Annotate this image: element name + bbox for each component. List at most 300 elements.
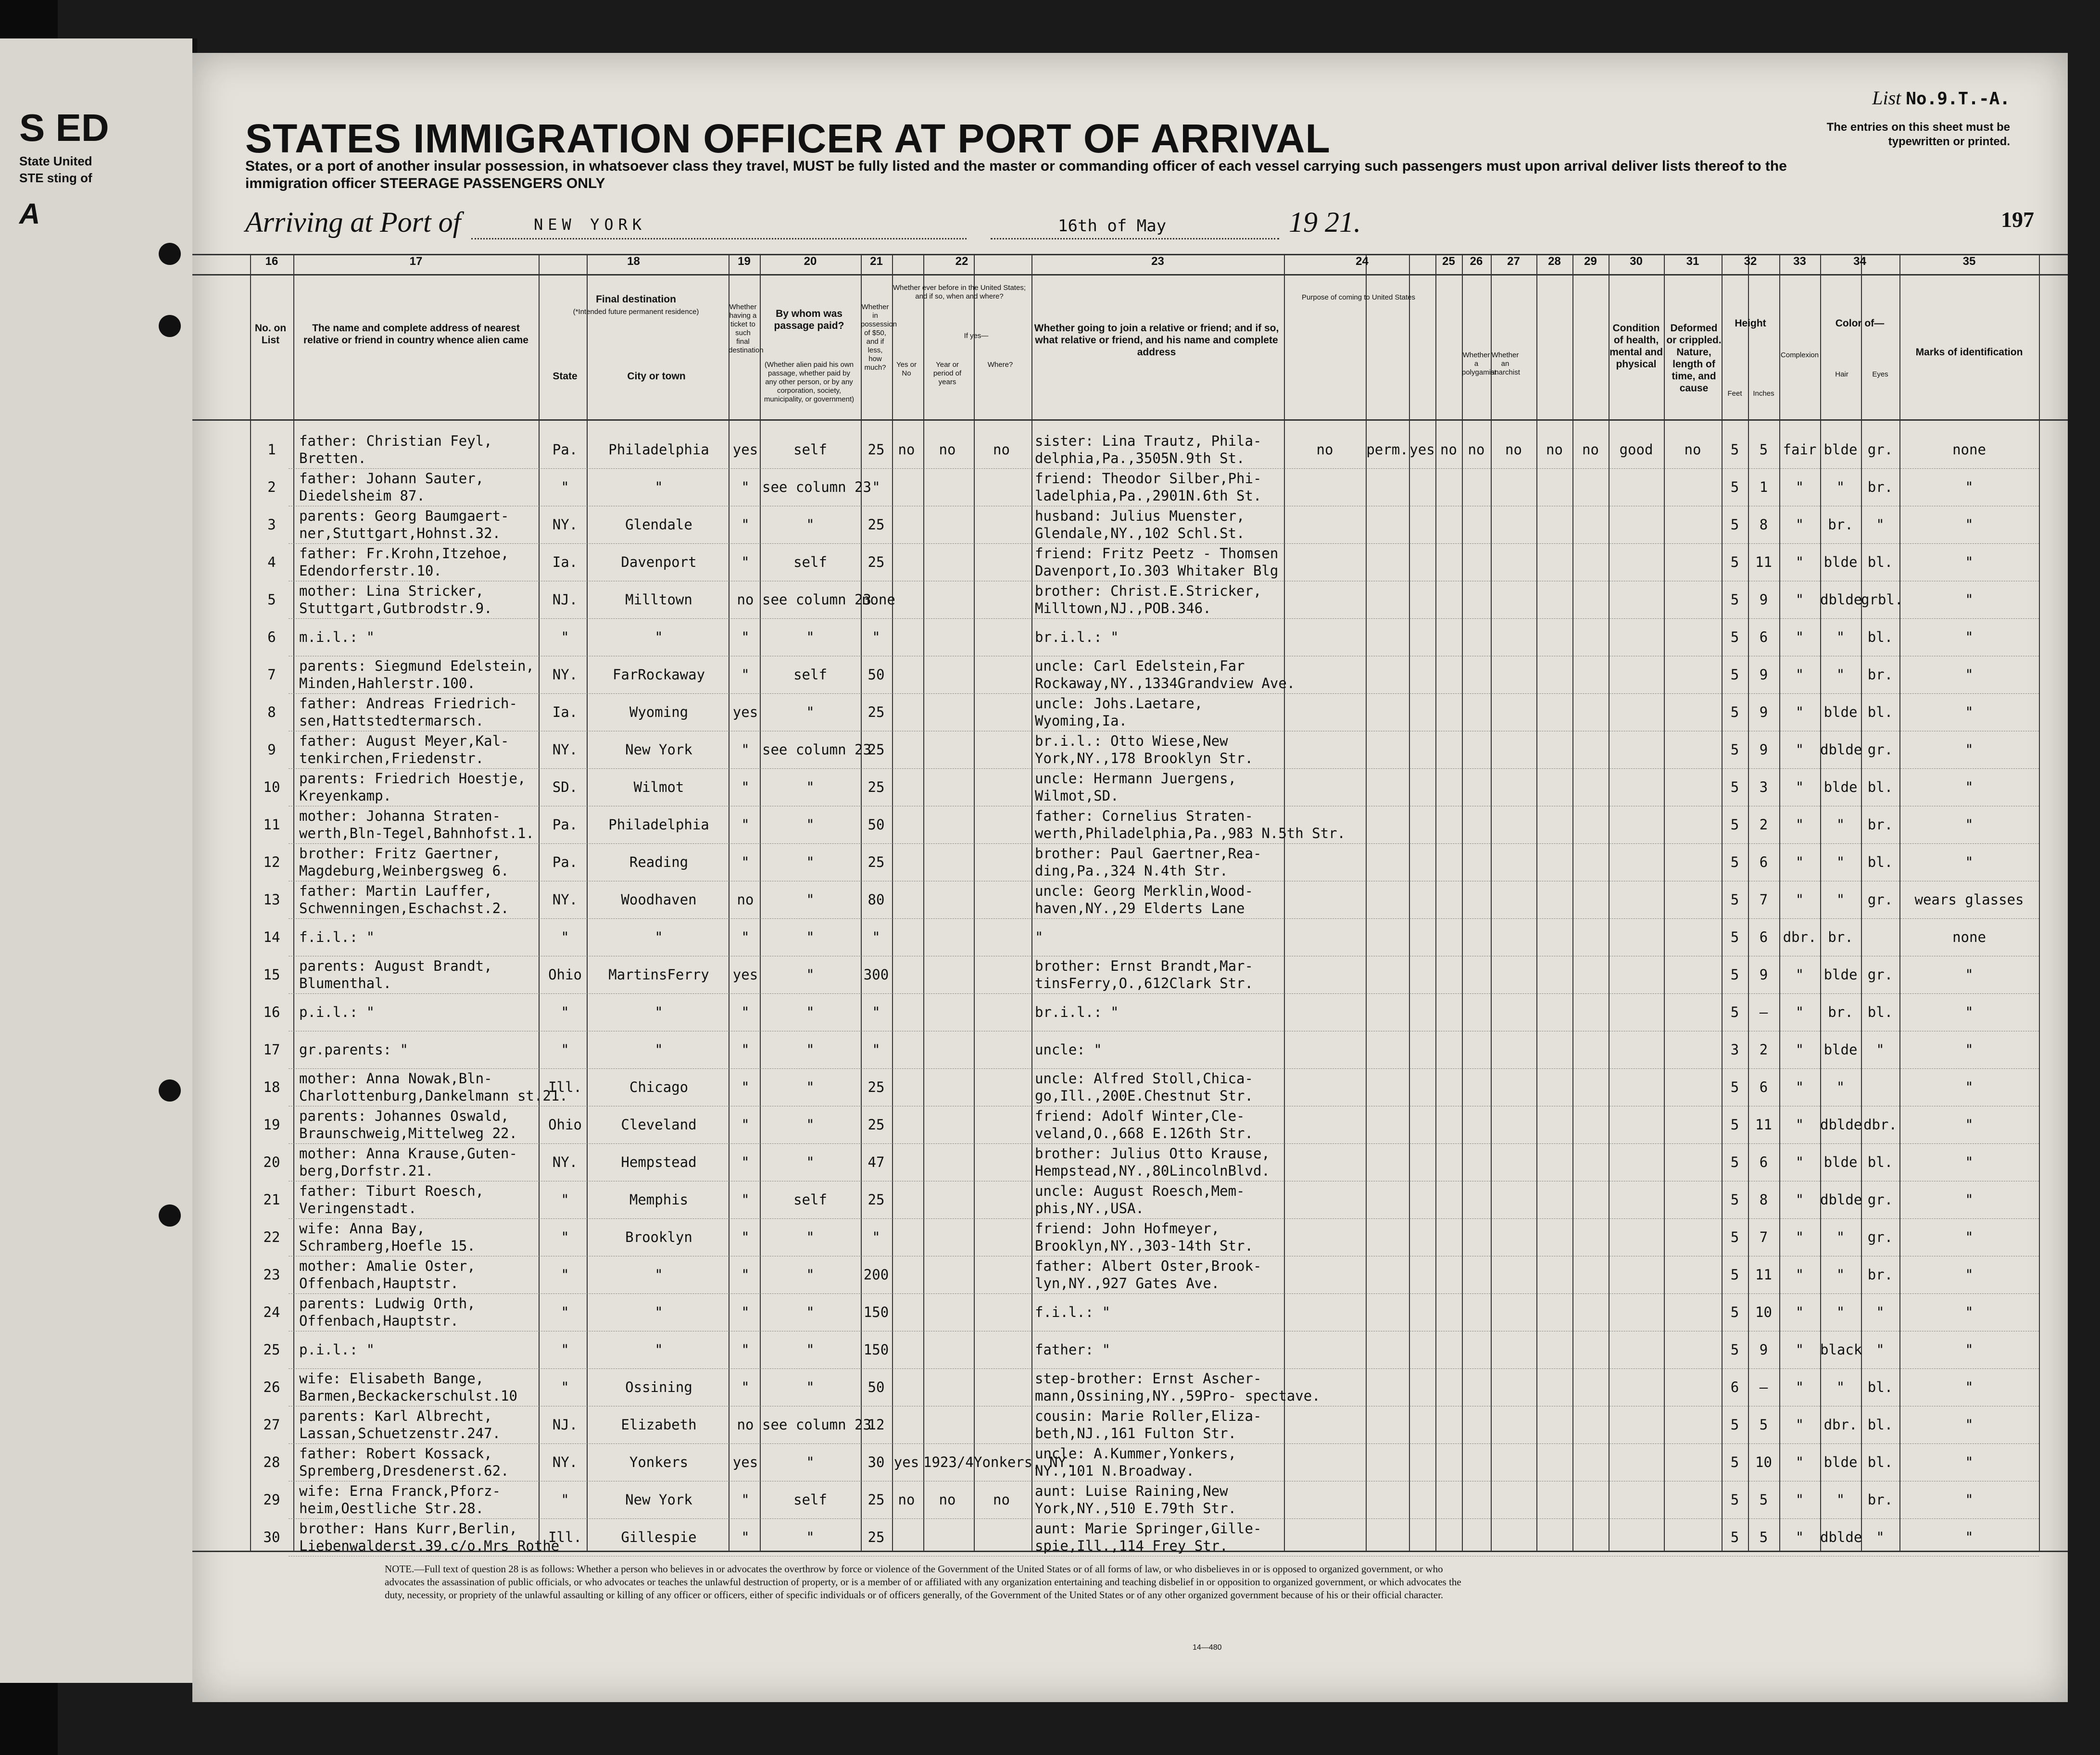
join-line: ": [1035, 929, 1044, 945]
passage-paid-cell: ": [806, 779, 815, 795]
relative-line: Kreyenkamp.: [299, 788, 392, 804]
city-cell: ": [654, 1041, 663, 1058]
header-anarchist: Whether an anarchist: [1491, 351, 1520, 376]
feet-cell: 5: [1730, 1529, 1739, 1545]
feet-cell: 3: [1730, 1041, 1739, 1058]
arrival-port: NEW YORK: [534, 215, 647, 234]
state-cell: NY.: [552, 891, 578, 908]
row-number: 25: [263, 1341, 280, 1358]
feet-cell: 5: [1730, 704, 1739, 720]
marks-cell: ": [1965, 1079, 1974, 1095]
ticket-cell: ": [741, 629, 750, 645]
row-number: 7: [267, 666, 276, 683]
feet-cell: 5: [1730, 1004, 1739, 1020]
ticket-cell: ": [741, 1304, 750, 1320]
complexion-cell: ": [1795, 1154, 1804, 1170]
ticket-cell: ": [741, 1116, 750, 1133]
ticket-cell: ": [741, 779, 750, 795]
row-number: 10: [263, 779, 280, 795]
state-cell: Ill.: [548, 1529, 582, 1545]
marks-cell: ": [1965, 1341, 1974, 1358]
relative-line: Barmen,Beckackerschulst.10: [299, 1388, 517, 1404]
state-cell: SD.: [552, 779, 578, 795]
length-cell: perm.: [1366, 441, 1408, 458]
column-number: 33: [1793, 255, 1806, 268]
join-line: friend: John Hofmeyer,: [1035, 1220, 1220, 1237]
header-where: Where?: [987, 361, 1013, 369]
row-number: 2: [267, 479, 276, 495]
relative-line: parents: Friedrich Hoestje,: [299, 770, 526, 787]
arriving-label: Arriving at Port of: [245, 206, 461, 238]
eyes-cell: gr.: [1867, 1229, 1893, 1245]
ticket-cell: no: [737, 1417, 754, 1433]
join-line: br.i.l.: ": [1035, 1004, 1119, 1020]
relative-line: father: August Meyer,Kal-: [299, 733, 509, 749]
city-cell: Glendale: [625, 516, 692, 533]
join-line: spie,Ill.,114 Frey Str.: [1035, 1538, 1228, 1554]
join-line: father: Albert Oster,Brook-: [1035, 1258, 1262, 1274]
left-page-line: STE sting of: [19, 171, 92, 185]
relative-line: werth,Bln-Tegel,Bahnhofst.1.: [299, 825, 534, 841]
join-line: werth,Philadelphia,Pa.,983 N.5th Str.: [1035, 825, 1346, 841]
join-line: brother: Paul Gaertner,Rea-: [1035, 845, 1262, 862]
passage-paid-cell: ": [806, 854, 815, 870]
feet-cell: 5: [1730, 479, 1739, 495]
hair-cell: ": [1836, 1379, 1845, 1395]
marks-cell: ": [1965, 1041, 1974, 1058]
complexion-cell: ": [1795, 1079, 1804, 1095]
header-final-destination-note: (*Intended future permanent residence): [573, 308, 699, 316]
passage-paid-cell: ": [806, 1341, 815, 1358]
passage-paid-cell: see column 23: [762, 479, 871, 495]
join-line: br.i.l.: ": [1035, 629, 1119, 645]
row-number: 13: [263, 891, 280, 908]
city-cell: ": [654, 479, 663, 495]
hair-cell: br.: [1828, 516, 1853, 533]
eyes-cell: gr.: [1867, 741, 1893, 758]
arrival-date: 16th of May: [1058, 216, 1167, 236]
complexion-cell: ": [1795, 1529, 1804, 1545]
relative-line: mother: Anna Nowak,Bln-: [299, 1070, 492, 1087]
eyes-cell: br.: [1867, 1492, 1893, 1508]
column-number: 26: [1470, 255, 1483, 268]
ticket-cell: ": [741, 1079, 750, 1095]
relative-line: mother: Anna Krause,Guten-: [299, 1145, 517, 1162]
join-line: Wyoming,Ia.: [1035, 713, 1128, 729]
passage-paid-cell: ": [806, 1154, 815, 1170]
row-divider: [289, 1443, 2039, 1444]
hair-cell: br.: [1828, 1004, 1853, 1020]
passage-paid-cell: ": [806, 704, 815, 720]
passage-paid-cell: ": [806, 1529, 815, 1545]
left-page-line: A: [19, 198, 40, 230]
complexion-cell: ": [1795, 966, 1804, 983]
hair-cell: ": [1836, 629, 1845, 645]
relative-line: Offenbach,Hauptstr.: [299, 1313, 459, 1329]
column-number: 18: [627, 255, 640, 268]
row-number: 9: [267, 741, 276, 758]
relative-line: Schramberg,Hoefle 15.: [299, 1238, 476, 1254]
marks-cell: ": [1965, 516, 1974, 533]
join-line: f.i.l.: ": [1035, 1304, 1111, 1320]
city-cell: ": [654, 1266, 663, 1283]
relative-line: wife: Elisabeth Bange,: [299, 1370, 484, 1387]
join-line: brother: Julius Otto Krause,: [1035, 1145, 1270, 1162]
inches-cell: 10: [1755, 1454, 1772, 1470]
join-line: Hempstead,NY.,80LincolnBlvd.: [1035, 1163, 1270, 1179]
hair-cell: blde: [1823, 1154, 1858, 1170]
complexion-cell: ": [1795, 1266, 1804, 1283]
passage-paid-cell: ": [806, 1266, 815, 1283]
header-join-relative: Whether going to join a relative or friend; and if so, what relative or friend, and his name and complete address: [1034, 323, 1279, 358]
money-cell: 80: [868, 891, 885, 908]
money-cell: 150: [863, 1304, 889, 1320]
join-line: uncle: A.Kummer,Yonkers,: [1035, 1445, 1237, 1462]
feet-cell: 5: [1730, 1341, 1739, 1358]
row-divider: [289, 993, 2039, 994]
hair-cell: blde: [1823, 704, 1858, 720]
join-line: friend: Adolf Winter,Cle-: [1035, 1108, 1245, 1124]
period-cell: 1923/4: [923, 1454, 974, 1470]
marks-cell: ": [1965, 629, 1974, 645]
header-marks: Marks of identification: [1915, 347, 2023, 358]
feet-cell: 5: [1730, 1116, 1739, 1133]
header-feet: Feet: [1727, 389, 1742, 398]
ticket-cell: ": [741, 929, 750, 945]
complexion-cell: ": [1795, 1341, 1804, 1358]
passage-paid-cell: self: [793, 441, 827, 458]
ticket-cell: ": [741, 854, 750, 870]
feet-cell: 5: [1730, 1492, 1739, 1508]
column-number: 30: [1630, 255, 1643, 268]
passage-paid-cell: ": [806, 1079, 815, 1095]
relative-line: Bretten.: [299, 450, 366, 466]
header-health: Condition of health, mental and physical: [1610, 323, 1663, 370]
state-cell: ": [561, 1229, 569, 1245]
relative-line: p.i.l.: ": [299, 1004, 375, 1020]
column-divider: [2039, 254, 2040, 1551]
complexion-cell: dbr.: [1783, 929, 1817, 945]
state-cell: NY.: [552, 741, 578, 758]
relative-line: sen,Hattstedtermarsch.: [299, 713, 484, 729]
feet-cell: 5: [1730, 1191, 1739, 1208]
passage-paid-cell: ": [806, 516, 815, 533]
header-yes-no: Yes or No: [896, 361, 917, 377]
eyes-cell: gr.: [1867, 441, 1893, 458]
city-cell: Milltown: [625, 591, 692, 608]
feet-cell: 5: [1730, 929, 1739, 945]
column-number: 21: [870, 255, 883, 268]
marks-cell: ": [1965, 1304, 1974, 1320]
hair-cell: ": [1836, 816, 1845, 833]
row-number: 27: [263, 1417, 280, 1433]
hair-cell: blde: [1823, 441, 1858, 458]
inches-cell: 3: [1759, 779, 1768, 795]
page-subtitle: States, or a port of another insular possession, in whatsoever class they travel, MUST be fully listed and the master or commanding officer of each vessel carrying such passengers must upon arrival deliver lists thereof to the immigration officer STEERAGE PASSENGERS ONLY: [245, 158, 1787, 191]
state-cell: ": [561, 1266, 569, 1283]
eyes-cell: ": [1876, 1529, 1885, 1545]
form-number: 14—480: [1193, 1643, 1222, 1652]
relative-line: Braunschweig,Mittelweg 22.: [299, 1125, 517, 1141]
state-cell: ": [561, 1379, 569, 1395]
join-line: NY.,101 N.Broadway.: [1035, 1463, 1195, 1479]
ticket-cell: ": [741, 1341, 750, 1358]
ever-before-cell: no: [898, 1492, 915, 1508]
city-cell: ": [654, 629, 663, 645]
feet-cell: 5: [1730, 779, 1739, 795]
complexion-cell: ": [1795, 891, 1804, 908]
join-line: phis,NY.,USA.: [1035, 1200, 1144, 1216]
money-cell: 25: [868, 1079, 885, 1095]
city-cell: Wilmot: [633, 779, 684, 795]
inches-cell: 6: [1759, 629, 1768, 645]
ticket-cell: ": [741, 1379, 750, 1395]
complexion-cell: ": [1795, 591, 1804, 608]
inches-cell: 6: [1759, 854, 1768, 870]
city-cell: Woodhaven: [621, 891, 697, 908]
feet-cell: 5: [1730, 816, 1739, 833]
row-number: 15: [263, 966, 280, 983]
marks-cell: ": [1965, 741, 1974, 758]
eyes-cell: ": [1876, 1341, 1885, 1358]
row-divider: [289, 918, 2039, 919]
ticket-cell: yes: [732, 966, 758, 983]
join-line: uncle: Johs.Laetare,: [1035, 695, 1203, 712]
row-number: 19: [263, 1116, 280, 1133]
relative-line: father: Tiburt Roesch,: [299, 1183, 484, 1199]
page-title: STATES IMMIGRATION OFFICER AT PORT OF ARRIVAL: [245, 116, 1331, 161]
state-cell: NY.: [552, 1154, 578, 1170]
complexion-cell: ": [1795, 479, 1804, 495]
state-cell: Ia.: [552, 704, 578, 720]
passage-paid-cell: ": [806, 891, 815, 908]
row-number: 20: [263, 1154, 280, 1170]
inches-cell: 1: [1759, 479, 1768, 495]
join-line: lyn,NY.,927 Gates Ave.: [1035, 1275, 1220, 1291]
city-cell: Hempstead: [621, 1154, 697, 1170]
header-purpose: Purpose of coming to United States: [1302, 293, 1415, 301]
join-line: uncle: Alfred Stoll,Chica-: [1035, 1070, 1253, 1087]
money-cell: ": [872, 629, 880, 645]
eyes-cell: br.: [1867, 666, 1893, 683]
marks-cell: ": [1965, 666, 1974, 683]
header-final-destination: Final destination: [596, 294, 676, 305]
join-line: York,NY.,510 E.79th Str.: [1035, 1500, 1237, 1517]
eyes-cell: bl.: [1867, 1154, 1893, 1170]
ticket-cell: ": [741, 1191, 750, 1208]
row-number: 8: [267, 704, 276, 720]
relative-line: parents: August Brandt,: [299, 958, 492, 974]
hair-cell: blde: [1823, 554, 1858, 570]
row-number: 29: [263, 1492, 280, 1508]
relative-line: Spremberg,Dresdenerst.62.: [299, 1463, 509, 1479]
city-cell: Ossining: [625, 1379, 692, 1395]
city-cell: Davenport: [621, 554, 697, 570]
join-line: Milltown,NJ.,POB.346.: [1035, 600, 1211, 616]
relative-line: heim,Oestliche Str.28.: [299, 1500, 484, 1517]
header-no-on-list: No. on List: [254, 323, 287, 346]
inches-cell: –: [1759, 1379, 1768, 1395]
ticket-cell: ": [741, 816, 750, 833]
hair-cell: ": [1836, 1492, 1845, 1508]
header-nearest-relative: The name and complete address of nearest relative or friend in country whence alien came: [303, 323, 528, 346]
inches-cell: –: [1759, 1004, 1768, 1020]
col29-cell: no: [1546, 441, 1563, 458]
relative-line: Edendorferstr.10.: [299, 563, 442, 579]
marks-cell: ": [1965, 1454, 1974, 1470]
hair-cell: ": [1836, 1266, 1845, 1283]
money-cell: 25: [868, 741, 885, 758]
page-number: 197: [2001, 207, 2034, 232]
where-cell: Yonkers, NY.: [974, 1454, 1075, 1470]
relative-line: father: Martin Lauffer,: [299, 883, 492, 899]
row-divider: [289, 768, 2039, 769]
marks-cell: ": [1965, 1529, 1974, 1545]
binding-hole: [159, 315, 181, 337]
feet-cell: 5: [1730, 629, 1739, 645]
complexion-cell: ": [1795, 1304, 1804, 1320]
binding-hole: [159, 1204, 181, 1227]
inches-cell: 11: [1755, 554, 1772, 570]
relative-line: ner,Stuttgart,Hohnst.32.: [299, 525, 501, 541]
eyes-cell: bl.: [1867, 554, 1893, 570]
money-cell: 30: [868, 1454, 885, 1470]
eyes-cell: grbl.: [1861, 591, 1903, 608]
row-divider: [289, 618, 2039, 619]
column-number: 24: [1356, 255, 1369, 268]
join-line: beth,NJ.,161 Fulton Str.: [1035, 1425, 1237, 1442]
eyes-cell: bl.: [1867, 1454, 1893, 1470]
join-line: haven,NY.,29 Elderts Lane: [1035, 900, 1245, 916]
ticket-cell: ": [741, 1492, 750, 1508]
inches-cell: 5: [1759, 1529, 1768, 1545]
state-cell: Ohio: [548, 966, 582, 983]
hair-cell: blde: [1823, 966, 1858, 983]
join-line: Brooklyn,NY.,303-14th Str.: [1035, 1238, 1253, 1254]
marks-cell: ": [1965, 554, 1974, 570]
inches-cell: 2: [1759, 1041, 1768, 1058]
state-cell: Pa.: [552, 441, 578, 458]
header-hair: Hair: [1835, 370, 1849, 378]
inches-cell: 9: [1759, 966, 1768, 983]
state-cell: ": [561, 1004, 569, 1020]
complexion-cell: ": [1795, 1191, 1804, 1208]
header-city: City or town: [627, 371, 686, 382]
money-cell: ": [872, 479, 880, 495]
column-divider: [1284, 254, 1285, 1551]
complexion-cell: ": [1795, 1492, 1804, 1508]
column-number: 31: [1686, 255, 1699, 268]
state-cell: NJ.: [552, 591, 578, 608]
join-line: Wilmot,SD.: [1035, 788, 1119, 804]
eyes-cell: gr.: [1867, 891, 1893, 908]
header-bottom-divider: [192, 419, 2068, 421]
relative-line: father: Christian Feyl,: [299, 433, 492, 449]
city-cell: New York: [625, 741, 692, 758]
join-line: father: ": [1035, 1341, 1111, 1358]
column-divider: [760, 254, 761, 1551]
header-number-divider: [192, 274, 2068, 276]
money-cell: 25: [868, 516, 885, 533]
money-cell: 50: [868, 816, 885, 833]
eyes-cell: br.: [1867, 816, 1893, 833]
row-number: 14: [263, 929, 280, 945]
header-ever-before: Whether ever before in the United States; and if so, when and where?: [893, 284, 1026, 301]
join-line: friend: Fritz Peetz - Thomsen: [1035, 545, 1279, 562]
money-cell: 50: [868, 666, 885, 683]
hair-cell: dblde: [1820, 591, 1862, 608]
money-cell: none: [862, 591, 895, 608]
purpose-cell: no: [1316, 441, 1333, 458]
passage-paid-cell: ": [806, 1379, 815, 1395]
header-passage-paid: By whom was passage paid?: [774, 308, 844, 331]
port-line: [471, 238, 967, 239]
row-number: 26: [263, 1379, 280, 1395]
col25-cell: yes: [1409, 441, 1435, 458]
city-cell: Reading: [629, 854, 689, 870]
relative-line: mother: Johanna Straten-: [299, 808, 501, 824]
money-cell: 200: [863, 1266, 889, 1283]
city-cell: ": [654, 929, 663, 945]
inches-cell: 7: [1759, 1229, 1768, 1245]
state-cell: ": [561, 479, 569, 495]
deformed-cell: no: [1684, 441, 1701, 458]
hair-cell: dblde: [1820, 741, 1862, 758]
ever-before-cell: yes: [893, 1454, 919, 1470]
join-line: ladelphia,Pa.,2901N.6th St.: [1035, 488, 1262, 504]
header-money: Whether in possession of $50, and if less, how much?: [861, 303, 897, 372]
header-passage-paid-note: (Whether alien paid his own passage, whether paid by any other person, or by any corporation, society, municipality, or government): [764, 361, 855, 403]
eyes-cell: ": [1876, 1041, 1885, 1058]
marks-cell: ": [1965, 1154, 1974, 1170]
complexion-cell: ": [1795, 1041, 1804, 1058]
city-cell: FarRockaway: [612, 666, 705, 683]
header-inches: Inches: [1753, 389, 1774, 398]
header-eyes: Eyes: [1872, 370, 1888, 378]
relative-line: Diedelsheim 87.: [299, 488, 425, 504]
column-divider: [293, 254, 294, 1551]
header-deformed: Deformed or crippled. Nature, length of time, and cause: [1666, 323, 1722, 394]
column-divider: [1031, 254, 1032, 1551]
join-line: Glendale,NY.,102 Schl.St.: [1035, 525, 1245, 541]
feet-cell: 6: [1730, 1379, 1739, 1395]
row-number: 17: [263, 1041, 280, 1058]
money-cell: 12: [868, 1417, 885, 1433]
relative-line: Offenbach,Hauptstr.: [299, 1275, 459, 1291]
ticket-cell: ": [741, 1229, 750, 1245]
city-cell: Wyoming: [629, 704, 689, 720]
city-cell: Gillespie: [621, 1529, 697, 1545]
join-line: uncle: Georg Merklin,Wood-: [1035, 883, 1253, 899]
row-number: 21: [263, 1191, 280, 1208]
complexion-cell: ": [1795, 516, 1804, 533]
eyes-cell: ": [1876, 1304, 1885, 1320]
eyes-cell: dbr.: [1863, 1116, 1897, 1133]
passage-paid-cell: self: [793, 1492, 827, 1508]
complexion-cell: ": [1795, 741, 1804, 758]
left-page-line: State United: [19, 154, 92, 168]
hair-cell: ": [1836, 666, 1845, 683]
money-cell: 47: [868, 1154, 885, 1170]
hair-cell: ": [1836, 1079, 1845, 1095]
row-divider: [289, 1518, 2039, 1519]
inches-cell: 5: [1759, 441, 1768, 458]
passage-paid-cell: ": [806, 629, 815, 645]
row-number: 4: [267, 554, 276, 570]
feet-cell: 5: [1730, 891, 1739, 908]
city-cell: Chicago: [629, 1079, 689, 1095]
inches-cell: 9: [1759, 591, 1768, 608]
